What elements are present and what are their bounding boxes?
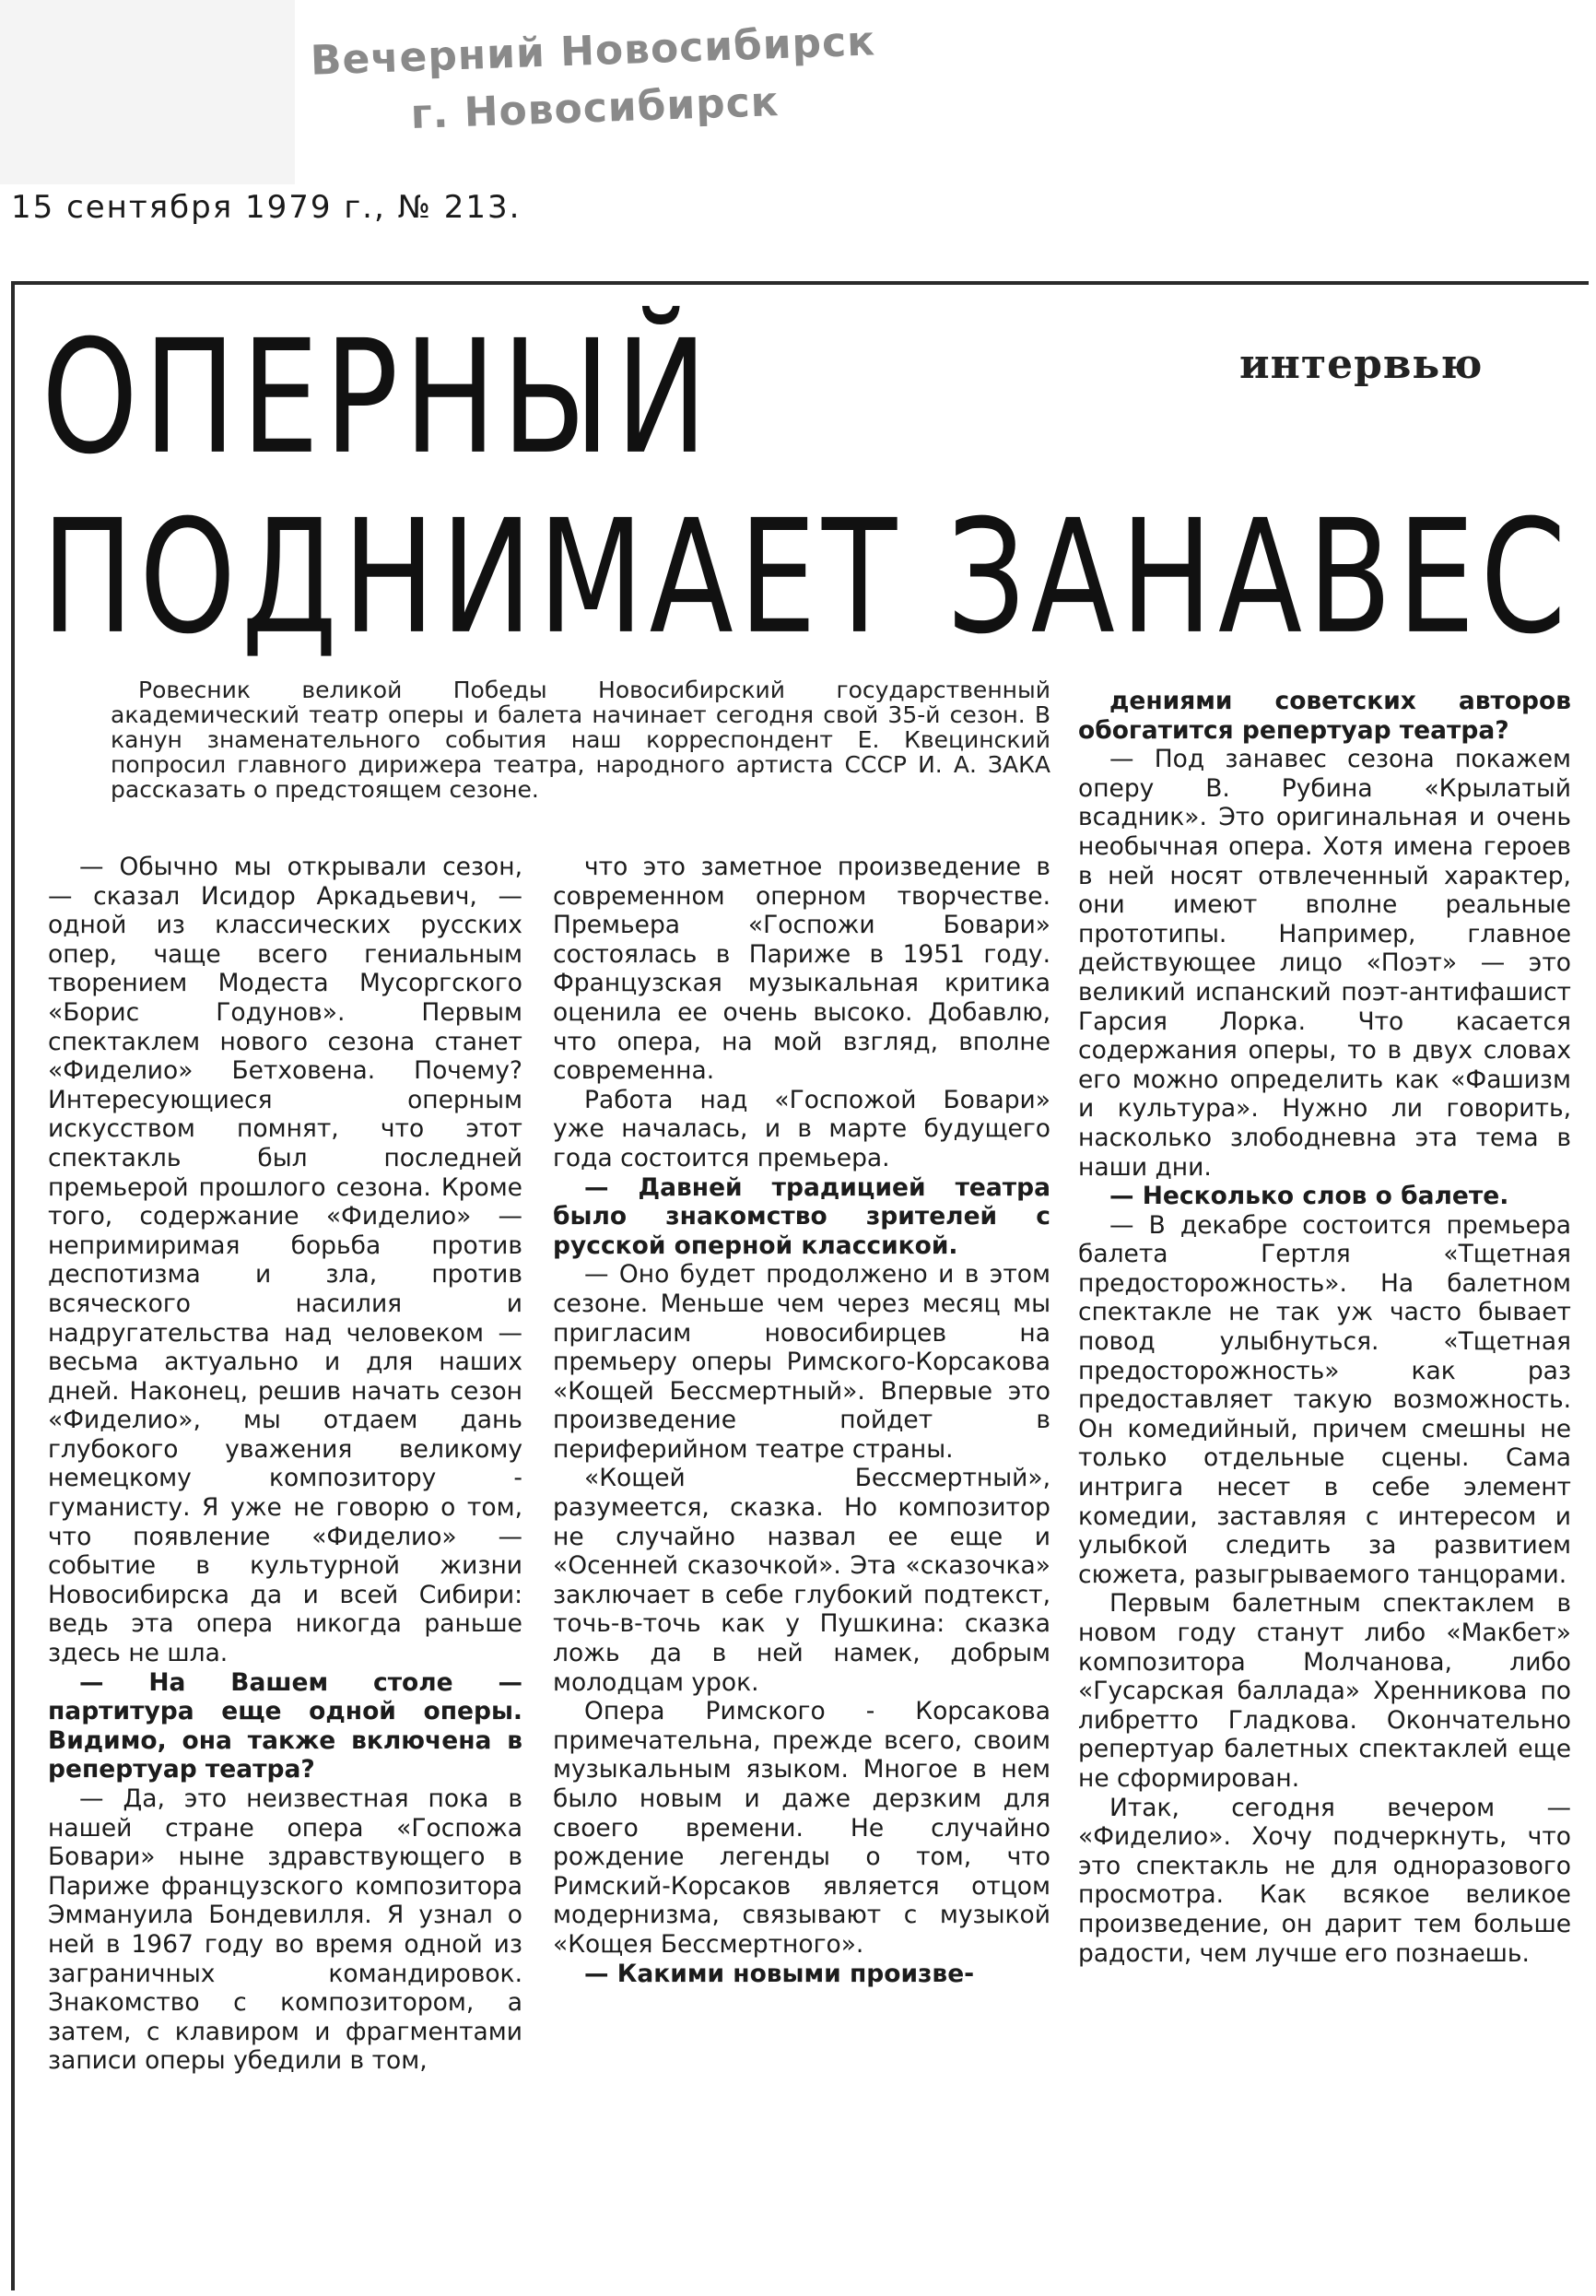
column-1: [48, 853, 522, 2076]
body-paragraph: — Под занавес сезона покажем оперу В. Рубина «Крылатый всадник». Это оригинальная и очень необычная опера. Хотя имена героев в ней носят отвлеченный характер, они имеют вполне реальные прототипы. Например, главное действующее лицо «Поэт» — это великий испанский поэт-антифашист Гарсия Лорка. Что касается содержания оперы, то в двух словах его можно определить как «Фашизм и культура». Нужно ли говорить, насколько злободневна эта тема в наши дни.: [1078, 745, 1571, 1182]
body-paragraph: что это заметное произведение в современном оперном творчестве. Премьера «Госпожи Бовари» состоялась в Париже в 1951 году. Французская музыкальная критика оценила ее очень высоко. Добавлю, что опера, на мой взгляд, вполне современна.: [553, 853, 1050, 1086]
column-3: [1078, 687, 1571, 1968]
question-paragraph: — Какими новыми произве-: [584, 1959, 975, 1988]
body-paragraph: Работа над «Госпожой Бовари» уже началась, и в марте будущего года состоится премьера.: [553, 1085, 1050, 1172]
headline-line-1: ОПЕРНЫЙ: [41, 306, 713, 489]
body-paragraph: Опера Римского - Корсакова примечательна, прежде всего, своим музыкальным языком. Многое в нем было новым и даже дерзким для своего времени. Не случайно рождение легенды о том, что Римский-Корсаков является отцом модернизма, связывают с музыкой «Кощея Бессмертного».: [553, 1697, 1050, 1959]
body-paragraph: — В декабре состоится премьера балета Гертля «Тщетная предосторожность». На балетном спектакле не так уж часто бывает повод улыбнуться. «Тщетная предосторожность» как раз предоставляет такую возможность. Он комедийный, причем смешны не только отдельные сцены. Сама интрига несет в себе элемент комедии, заставляя с интересом и улыбкой следить за развитием сюжета, разыгрываемого танцорами.: [1078, 1210, 1571, 1589]
question-paragraph: — На Вашем столе — партитура еще одной оперы. Видимо, она также включена в репертуар театра?: [48, 1667, 522, 1784]
question-paragraph: — Несколько слов о балете.: [1109, 1182, 1509, 1211]
stamp-line-2: г. Новосибирск: [409, 78, 780, 138]
dateline: 15 сентября 1979 г., № 213.: [11, 189, 522, 226]
body-paragraph: — Оно будет продолжено и в этом сезоне. Меньше чем через месяц мы пригласим новосибирцев на премьеру оперы Римского-Корсакова «Кощей Бессмертный». Впервые это произведение пойдет в периферийном театре страны.: [553, 1260, 1050, 1464]
newspaper-stamp: [293, 13, 897, 172]
clipping-edge: [0, 0, 295, 184]
stamp-line-1: Вечерний Новосибирск: [310, 18, 876, 85]
question-paragraph: — Давней традицией театра было знакомство зрителей с русской оперной классикой.: [553, 1172, 1050, 1260]
body-paragraph: — Да, это неизвестная пока в нашей стране опера «Госпожа Бовари» ныне здравствующего в Париже французского композитора Эммануила Бондевилля. Я узнал о ней в 1967 году во время одной из заграничных командировок. Знакомство с композитором, а затем, с клавиром и фрагментами записи оперы убедили в том,: [48, 1784, 522, 2076]
column-2: [553, 853, 1050, 1988]
rubric-label: интервью: [1239, 341, 1484, 388]
body-paragraph: Первым балетным спектаклем в новом году станут либо «Макбет» композитора Молчанова, либо «Гусарская баллада» Хренникова по либретто Гладкова. Окончательно репертуар балетных спектаклей еще не сформирован.: [1078, 1589, 1571, 1793]
body-paragraph: «Кощей Бессмертный», разумеется, сказка. Но композитор не случайно назвал ее еще и «Осенней сказочкой». Эта «сказочка» заключает в себе глубокий подтекст, точь-в-точь как у Пушкина: сказка ложь да в ней намек, добрым молодцам урок.: [553, 1464, 1050, 1697]
headline-line-2: ПОДНИМАЕТ ЗАНАВЕС: [41, 486, 1572, 669]
body-paragraph: Итак, сегодня вечером — «Фиделио». Хочу подчеркнуть, что это спектакль не для одноразового просмотра. Как всякое великое произведение, он дарит тем больше радости, чем лучше его познаешь.: [1078, 1793, 1571, 1968]
body-paragraph: — Обычно мы открывали сезон, — сказал Исидор Аркадьевич, — одной из классических русских опер, чаще всего гениальным творением Модеста Мусоргского «Борис Годунов». Первым спектаклем нового сезона станет «Фиделио» Бетховена. Почему? Интересующиеся оперным искусством помнят, что этот спектакль был последней премьерой прошлого сезона. Кроме того, содержание «Фиделио» — непримиримая борьба против деспотизма и зла, против всяческого насилия и надругательства над человеком — весьма актуально и для наших дней. Наконец, решив начать сезон «Фиделио», мы отдаем дань глубокого уважения великому немецкому композитору - гуманисту. Я уже не говорю о том, что появление «Фиделио» — событие в культурной жизни Новосибирска да и всей Сибири: ведь эта опера никогда раньше здесь не шла.: [48, 853, 522, 1668]
lead-paragraph: Ровесник великой Победы Новосибирский государственный академический театр оперы и балета начинает сегодня свой 35-й сезон. В канун знаменательного события наш корреспондент Е. Квецинский попросил главного дирижера театра, народного артиста СССР И. А. ЗАКА рассказать о предстоящем сезоне.: [111, 677, 1050, 803]
question-paragraph: дениями советских авторов обогатится репертуар театра?: [1078, 687, 1571, 745]
